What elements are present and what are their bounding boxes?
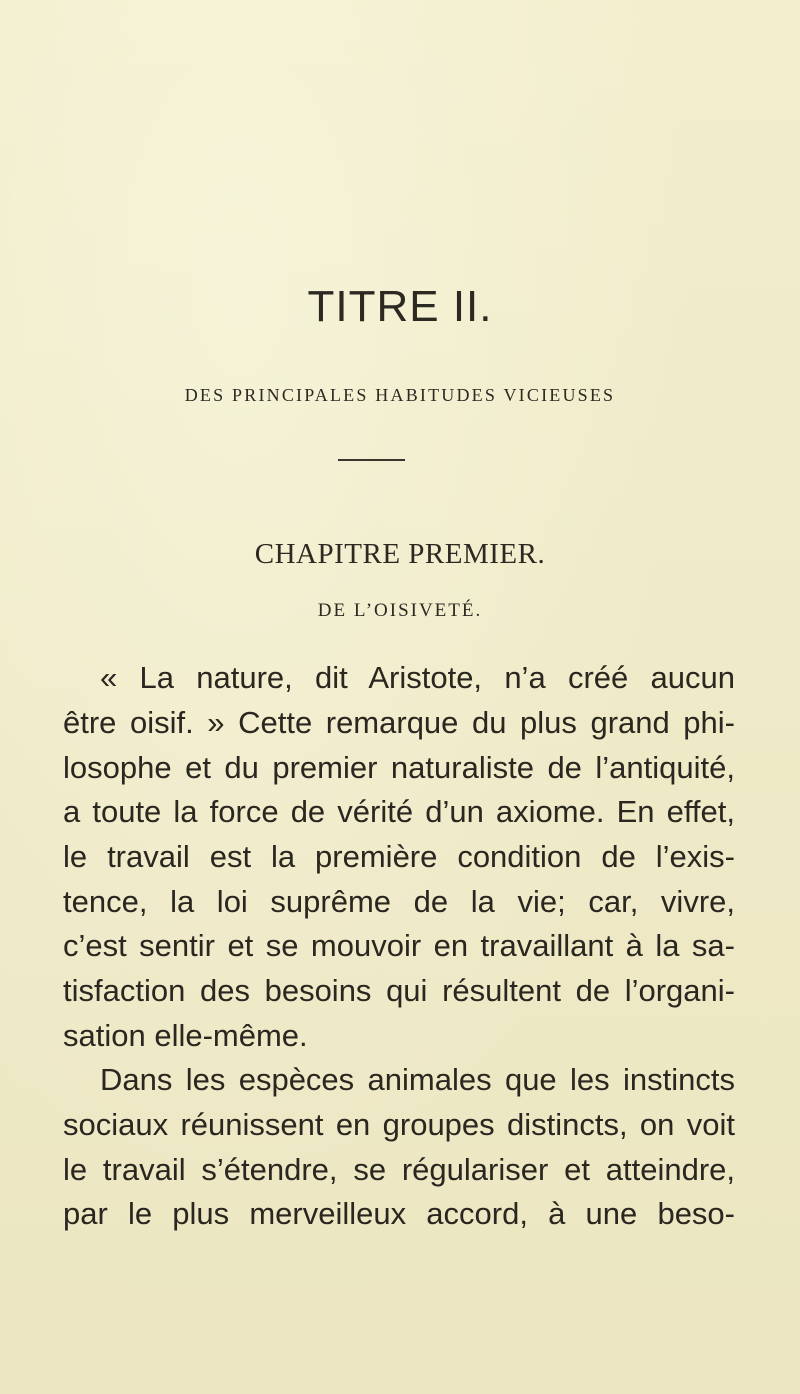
text-line: tence, la loi suprême de la vie; car, vivre, — [63, 884, 735, 919]
text-line: par le plus merveilleux accord, à une beso- — [63, 1196, 735, 1231]
chapter-title: CHAPITRE PREMIER. — [254, 538, 546, 570]
chapter-subtitle: DE L’OISIVETÉ. — [317, 600, 483, 621]
text-line: « La nature, dit Aristote, n’a créé aucun — [100, 660, 735, 695]
text-line: c’est sentir et se mouvoir en travaillant à la sa- — [63, 928, 735, 963]
text-line: losophe et du premier naturaliste de l’antiquité, — [63, 750, 735, 785]
text-line: Dans les espèces animales que les instincts — [100, 1062, 735, 1097]
text-line: tisfaction des besoins qui résultent de l’organi- — [63, 973, 735, 1008]
text-line: sation elle-même. — [63, 1018, 308, 1053]
section-divider — [338, 459, 405, 461]
text-line: a toute la force de vérité d’un axiome. En effet, — [63, 794, 735, 829]
text-line: le travail est la première condition de l’exis- — [63, 839, 735, 874]
part-title: TITRE II. — [307, 282, 493, 331]
part-subtitle: DES PRINCIPALES HABITUDES VICIEUSES — [184, 385, 616, 405]
text-line: sociaux réunissent en groupes distincts, on voit — [63, 1107, 735, 1142]
text-line: le travail s’étendre, se régulariser et atteindre, — [63, 1152, 735, 1187]
text-line: être oisif. » Cette remarque du plus grand phi- — [63, 705, 735, 740]
